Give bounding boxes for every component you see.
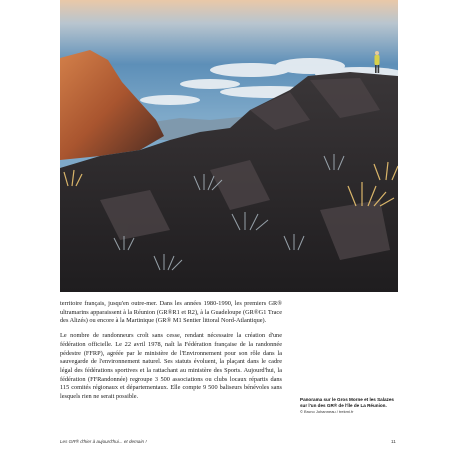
page-number: 11	[391, 439, 396, 444]
running-title: Les GR® d'hier à aujourd'hui... et demain !	[60, 439, 147, 444]
paragraph-1: territoire français, jusqu'en outre-mer. Dans les années 1980-1990, les premiers GR® ultramarins apparaissent à la Réunion (GR®R1 et R2), à la Guadeloupe (GR®G1 Trace des Alizés) ou encore à la Martinique (GR® M1 Sentier littoral Nord-Atlantique).	[60, 300, 282, 325]
landscape-illustration	[60, 0, 398, 292]
photo-credit: © Bruno Johanneau / trekmi.fr	[300, 409, 354, 415]
paragraph-2: Le nombre de randonneurs croît sans cesse, rendant nécessaire la création d'une fédération officielle. Le 22 avril 1978, naît la Fédération française de la randonnée pédestre (FFRP), agréée par le ministère de l'Environnement pour son rôle dans la sauvegarde de l'environnement naturel. Ses statuts évoluent, la plaçant dans le cadre légal des fédérations sportives et la rattachant au ministère des Sports. Aujourd'hui, la fédération (FFRandonnée) regroupe 3 500 associations ou clubs locaux répartis dans 115 comités régionaux et départementaux. Elle compte 9 500 baliseurs bénévoles sans lesquels rien ne serait possible.	[60, 332, 282, 401]
body-text	[60, 300, 282, 408]
photo-caption	[300, 397, 400, 415]
caption-text: Panorama sur le Gros Morne et les Salazes sur l'un des GR® de l'île de La Réunion.	[300, 397, 394, 409]
landscape-photo	[60, 0, 398, 292]
